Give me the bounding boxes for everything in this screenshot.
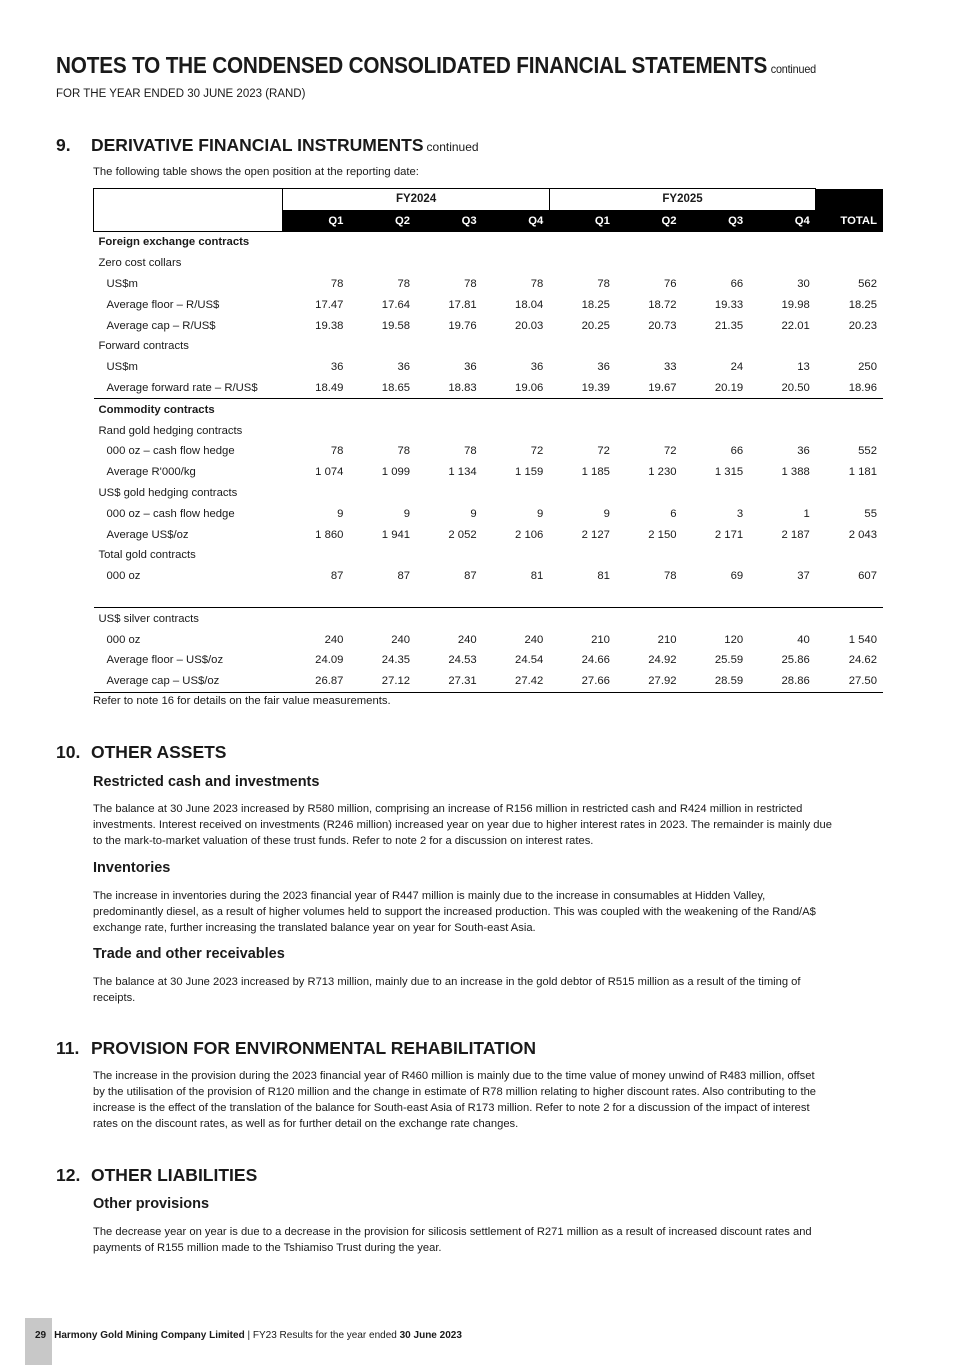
section-11-heading: 11. PROVISION FOR ENVIRONMENTAL REHABILITATION	[56, 1038, 536, 1058]
table-cell	[483, 399, 550, 420]
footer-text: 29 Harmony Gold Mining Company Limited | FY23 Results for the year ended 30 June 2023	[35, 1330, 462, 1341]
table-cell	[283, 232, 350, 253]
table-cell	[349, 483, 416, 504]
table-cell	[549, 232, 616, 253]
page-title: NOTES TO THE CONDENSED CONSOLIDATED FINANCIAL STATEMENTS continued	[56, 52, 816, 78]
table-cell: 78	[397, 445, 411, 458]
row-label: Average R'000/kg	[106, 466, 196, 479]
table-cell: 36	[530, 361, 544, 374]
table-cell	[749, 420, 816, 441]
table-cell	[683, 608, 750, 629]
table-cell: 72	[663, 445, 677, 458]
restricted-cash-heading: Restricted cash and investments	[93, 774, 320, 790]
table-cell: 19.58	[381, 319, 411, 332]
table-cell	[616, 420, 683, 441]
title-continued-label: continued	[770, 62, 816, 76]
table-cell: 2 043	[848, 528, 877, 541]
table-cell	[549, 483, 616, 504]
table-cell: 30	[797, 278, 810, 291]
table-cell: 27.12	[349, 671, 416, 692]
table-cell: 20.50	[781, 382, 810, 395]
table-cell	[749, 483, 816, 504]
row-label: Total gold contracts	[98, 549, 196, 562]
table-cell: 36	[464, 361, 477, 374]
table-cell	[616, 336, 683, 357]
table-cell	[549, 608, 616, 629]
table-cell	[283, 420, 350, 441]
table-row	[94, 545, 884, 566]
table-cell: 210	[591, 633, 610, 646]
table-row	[94, 232, 884, 253]
table-cell	[416, 483, 483, 504]
table-cell: 240	[391, 633, 411, 646]
row-label: Rand gold hedging contracts	[98, 424, 243, 437]
table-cell: 2 052	[448, 528, 477, 541]
table-cell: 3	[736, 507, 744, 520]
table-cell: 78	[663, 570, 677, 583]
table-row	[94, 336, 884, 357]
table-cell	[549, 420, 616, 441]
table-cell: 19.98	[781, 298, 810, 311]
table-cell	[749, 253, 816, 274]
row-label: 000 oz	[106, 633, 141, 646]
table-cell	[816, 545, 883, 566]
table-cell: 27.42	[483, 671, 550, 692]
table-cell: 27.50	[816, 671, 883, 692]
table-cell: 1 315	[714, 466, 744, 479]
table-row	[94, 524, 884, 545]
table-cell: 36	[597, 361, 610, 374]
table-cell: 240	[524, 633, 544, 646]
row-label: Average floor – R/US$	[106, 298, 220, 311]
table-cell: 2 150	[648, 528, 677, 541]
table-cell: 66	[730, 445, 744, 458]
table-cell	[549, 336, 616, 357]
table-cell: 1 860	[315, 528, 344, 541]
table-cell: 78	[464, 445, 477, 458]
table-cell: 1	[803, 507, 810, 520]
rehabilitation-paragraph: The increase in the provision during the 2023 financial year of R460 million is mainly due to the time value of money unwind of R483 million, offset by the utilisation of the provision of R120 million and the change in estimate of R78 million relating to higher discount rates. Also contributing to the increase is the effect of the translation of the balance for South-east Asia of R173 million. Refer to note 2 for a discussion of the impact of interest rates on the discount rates, as well as for further detail on the exchange rate changes.	[93, 1070, 817, 1130]
open-position-table	[93, 188, 883, 693]
row-label: Foreign exchange contracts	[98, 236, 250, 249]
table-cell: 1 181	[848, 466, 877, 479]
table-year-header-row	[94, 189, 884, 211]
table-cell: 1 941	[381, 528, 411, 541]
table-cell	[816, 483, 883, 504]
table-cell: 562	[858, 278, 877, 291]
table-cell	[683, 483, 750, 504]
table-cell: 87	[397, 570, 411, 583]
table-cell	[683, 545, 750, 566]
table-cell: 24.09	[315, 654, 344, 667]
table-cell	[283, 399, 350, 420]
inventories-paragraph: The increase in inventories during the 2023 financial year of R447 million is mainly due to the increase in consumables at Hidden Valley, predominantly diesel, as a result of higher volumes held to support the increased production. This was coupled with the weakening of the Rand/A$ exchange rate, further increasing the translated balance year on year for South-east Asia.	[93, 890, 816, 934]
section-10-heading: 10. OTHER ASSETS	[56, 742, 227, 762]
table-intro-text: The following table shows the open position at the reporting date:	[93, 166, 419, 178]
table-cell	[616, 253, 683, 274]
row-label: 000 oz	[106, 570, 141, 583]
table-cell: 2 171	[714, 528, 744, 541]
table-cell: 18.83	[448, 382, 477, 395]
row-label: US$ silver contracts	[94, 608, 283, 629]
page-number: 29	[35, 1330, 47, 1341]
table-cell	[749, 336, 816, 357]
table-cell: 19.38	[315, 319, 344, 332]
table-cell	[483, 420, 550, 441]
table-cell: 24	[730, 361, 744, 374]
table-cell	[349, 336, 416, 357]
receivables-paragraph: The balance at 30 June 2023 increased by R713 million, mainly due to an increase in the gold debtor of R515 million as a result of the timing of receipts.	[93, 976, 801, 1004]
table-cell: 27.92	[616, 671, 683, 692]
other-provisions-paragraph: The decrease year on year is due to a decrease in the provision for silicosis settlement of R271 million as a result of increased discount rates and payments of R155 million made to the Tshiamiso Trust during the year.	[93, 1226, 812, 1254]
table-cell: 18.96	[848, 382, 877, 395]
table-cell	[483, 336, 550, 357]
table-cell	[283, 483, 350, 504]
table-cell	[349, 420, 416, 441]
table-cell: 24.62	[848, 654, 877, 667]
table-cell: 552	[858, 445, 877, 458]
table-cell	[816, 253, 883, 274]
page-subtitle: FOR THE YEAR ENDED 30 JUNE 2023 (RAND)	[56, 88, 306, 100]
table-cell: 26.87	[283, 671, 350, 692]
table-cell: 9	[470, 507, 477, 520]
table-cell: 1 159	[515, 466, 544, 479]
table-cell	[749, 399, 816, 420]
table-cell: 17.64	[381, 298, 411, 311]
table-row	[94, 503, 884, 524]
row-label: 000 oz – cash flow hedge	[106, 507, 235, 520]
table-cell: 250	[858, 361, 877, 374]
table-cell: 19.39	[581, 382, 610, 395]
table-cell	[283, 545, 350, 566]
table-cell: 87	[330, 570, 344, 583]
table-cell	[283, 253, 350, 274]
table-cell: 40	[797, 633, 810, 646]
table-cell: 81	[530, 570, 544, 583]
table-cell: 2 106	[515, 528, 544, 541]
table-cell: 24.66	[581, 654, 610, 667]
table-cell	[349, 399, 416, 420]
column-header: Q4	[749, 210, 816, 231]
table-cell: 24.35	[381, 654, 411, 667]
table-row	[94, 399, 884, 420]
table-cell	[483, 253, 550, 274]
table-cell: 28.59	[683, 671, 750, 692]
table-cell	[683, 420, 750, 441]
table-cell	[416, 420, 483, 441]
section-12-heading: 12. OTHER LIABILITIES	[56, 1165, 258, 1185]
row-label: US$m	[106, 278, 138, 291]
table-cell: 1 185	[581, 466, 610, 479]
table-cell: 240	[324, 633, 344, 646]
restricted-cash-paragraph: The balance at 30 June 2023 increased by R580 million, comprising an increase of R156 million in restricted cash and R424 million in restricted investments. Interest received on investments (R246 million) increased year on year due to higher interest rates in 2023. The remainder is mainly due to the mark-to-market valuation of these trust funds. Refer to note 2 for a discussion on interest rates.	[93, 803, 832, 847]
table-cell: 55	[864, 507, 877, 520]
table-cell: 24.54	[515, 654, 544, 667]
table-cell: 76	[663, 278, 677, 291]
table-cell: 13	[797, 361, 810, 374]
table-row	[94, 483, 884, 504]
table-cell: 210	[657, 633, 677, 646]
table-cell: 18.65	[381, 382, 411, 395]
row-label: Average cap – US$/oz	[94, 671, 283, 692]
table-row	[94, 441, 884, 462]
receivables-heading: Trade and other receivables	[93, 946, 285, 962]
year-header-fy2025: FY2025	[549, 189, 815, 211]
table-cell	[416, 336, 483, 357]
row-label: 000 oz – cash flow hedge	[106, 445, 235, 458]
company-name: Harmony Gold Mining Company Limited	[54, 1330, 245, 1341]
row-label: Average forward rate – R/US$	[106, 382, 258, 395]
table-cell	[616, 483, 683, 504]
table-cell: 36	[797, 445, 810, 458]
table-cell: 9	[403, 507, 411, 520]
table-cell	[816, 420, 883, 441]
table-cell: 24.92	[648, 654, 677, 667]
table-row	[94, 378, 884, 399]
table-cell: 36	[397, 361, 411, 374]
table-cell: 20.23	[848, 319, 877, 332]
table-cell	[683, 253, 750, 274]
table-cell: 19.33	[714, 298, 744, 311]
table-cell: 78	[330, 445, 344, 458]
row-label: Average US$/oz	[106, 528, 189, 541]
table-cell	[416, 232, 483, 253]
table-cell	[416, 608, 483, 629]
table-cell: 9	[537, 507, 544, 520]
table-cell: 19.67	[648, 382, 677, 395]
table-cell: 607	[858, 570, 877, 583]
table-cell: 120	[724, 633, 744, 646]
page-number-tab	[25, 1318, 52, 1365]
table-row	[94, 629, 884, 650]
table-cell: 72	[597, 445, 610, 458]
column-header: Q4	[483, 210, 550, 231]
table-cell: 78	[464, 278, 477, 291]
table-cell: 9	[603, 507, 610, 520]
table-cell	[349, 608, 416, 629]
table-row	[94, 420, 884, 441]
table-cell	[616, 545, 683, 566]
table-cell: 20.73	[648, 319, 677, 332]
table-row	[94, 566, 884, 587]
table-cell	[283, 336, 350, 357]
table-cell: 1 230	[648, 466, 677, 479]
table-cell: 240	[457, 633, 477, 646]
table-cell	[816, 336, 883, 357]
table-cell: 19.06	[515, 382, 544, 395]
table-cell: 36	[330, 361, 344, 374]
table-cell	[483, 608, 550, 629]
table-cell: 18.25	[581, 298, 610, 311]
table-cell	[749, 608, 816, 629]
row-label: Zero cost collars	[98, 257, 182, 270]
table-cell: 24.53	[448, 654, 477, 667]
table-cell: 25.59	[714, 654, 744, 667]
section-9-heading: 9. DERIVATIVE FINANCIAL INSTRUMENTS continued	[56, 135, 479, 155]
table-cell	[349, 545, 416, 566]
row-label: US$ gold hedging contracts	[98, 487, 238, 500]
table-cell	[616, 232, 683, 253]
table-cell: 18.72	[648, 298, 677, 311]
table-cell: 18.25	[848, 298, 877, 311]
table-cell	[349, 232, 416, 253]
table-cell: 33	[663, 361, 677, 374]
table-cell: 20.25	[581, 319, 610, 332]
table-cell: 17.81	[448, 298, 477, 311]
table-cell	[816, 399, 883, 420]
table-cell: 21.35	[714, 319, 744, 332]
table-cell: 20.03	[515, 319, 544, 332]
table-cell: 19.76	[448, 319, 477, 332]
row-label: Average cap – R/US$	[106, 319, 216, 332]
column-header: Q2	[349, 210, 416, 231]
table-cell: 28.86	[749, 671, 816, 692]
table-cell: 1 074	[315, 466, 344, 479]
table-cell: 2 187	[781, 528, 810, 541]
table-row	[94, 650, 884, 671]
table-cell: 78	[530, 278, 544, 291]
table-cell: 78	[397, 278, 411, 291]
column-header: Q1	[549, 210, 616, 231]
table-cell: 37	[797, 570, 810, 583]
table-cell: 87	[464, 570, 477, 583]
table-cell	[683, 232, 750, 253]
table-cell: 27.66	[549, 671, 616, 692]
table-cell	[549, 545, 616, 566]
table-cell: 1 134	[448, 466, 477, 479]
page-footer	[25, 1318, 965, 1365]
table-cell: 18.04	[515, 298, 544, 311]
table-cell	[549, 399, 616, 420]
table-cell	[749, 232, 816, 253]
table-cell: 66	[730, 278, 744, 291]
table-cell: 20.19	[714, 382, 744, 395]
table-cell: 78	[597, 278, 610, 291]
table-row	[94, 357, 884, 378]
table-row	[94, 315, 884, 336]
table-cell	[683, 336, 750, 357]
table-cell: 17.47	[315, 298, 344, 311]
column-header: Q3	[416, 210, 483, 231]
table-cell: 9	[337, 507, 344, 520]
inventories-heading: Inventories	[93, 860, 171, 876]
table-cell: 25.86	[781, 654, 810, 667]
table-cell: 6	[670, 507, 677, 520]
table-row	[94, 253, 884, 274]
table-cell	[616, 608, 683, 629]
table-cell	[816, 232, 883, 253]
table-cell	[749, 545, 816, 566]
table-row	[94, 462, 884, 483]
table-cell	[416, 253, 483, 274]
table-cell: 69	[730, 570, 744, 583]
table-cell	[483, 545, 550, 566]
row-label: US$m	[106, 361, 138, 374]
row-label: Forward contracts	[98, 340, 189, 353]
row-label: Average floor – US$/oz	[106, 654, 224, 667]
table-row	[94, 274, 884, 295]
table-cell	[816, 608, 883, 629]
table-cell: 2 127	[581, 528, 610, 541]
row-label: Commodity contracts	[94, 399, 283, 420]
table-cell: 72	[530, 445, 544, 458]
fair-value-note: Refer to note 16 for details on the fair value measurements.	[93, 695, 391, 707]
table-cell	[416, 399, 483, 420]
table-row	[94, 294, 884, 315]
column-header: TOTAL	[816, 210, 883, 231]
table-cell	[616, 399, 683, 420]
table-cell	[483, 483, 550, 504]
table-cell: 78	[330, 278, 344, 291]
column-header: Q3	[683, 210, 750, 231]
table-cell: 22.01	[781, 319, 810, 332]
table-cell: 1 388	[781, 466, 810, 479]
table-column-header-row	[94, 210, 884, 231]
table-cell: 81	[597, 570, 610, 583]
other-provisions-heading: Other provisions	[93, 1196, 210, 1212]
year-header-fy2024: FY2024	[283, 189, 549, 211]
column-header: Q1	[283, 210, 350, 231]
table-cell	[549, 253, 616, 274]
table-cell	[683, 399, 750, 420]
table-cell: 27.31	[416, 671, 483, 692]
table-cell: 18.49	[315, 382, 344, 395]
table-cell: 1 540	[848, 633, 877, 646]
table-cell: 1 099	[381, 466, 411, 479]
table-row	[94, 608, 884, 629]
column-header: Q2	[616, 210, 683, 231]
table-cell	[283, 608, 350, 629]
table-cell	[483, 232, 550, 253]
table-row	[94, 671, 884, 692]
table-cell	[349, 253, 416, 274]
table-cell	[416, 545, 483, 566]
